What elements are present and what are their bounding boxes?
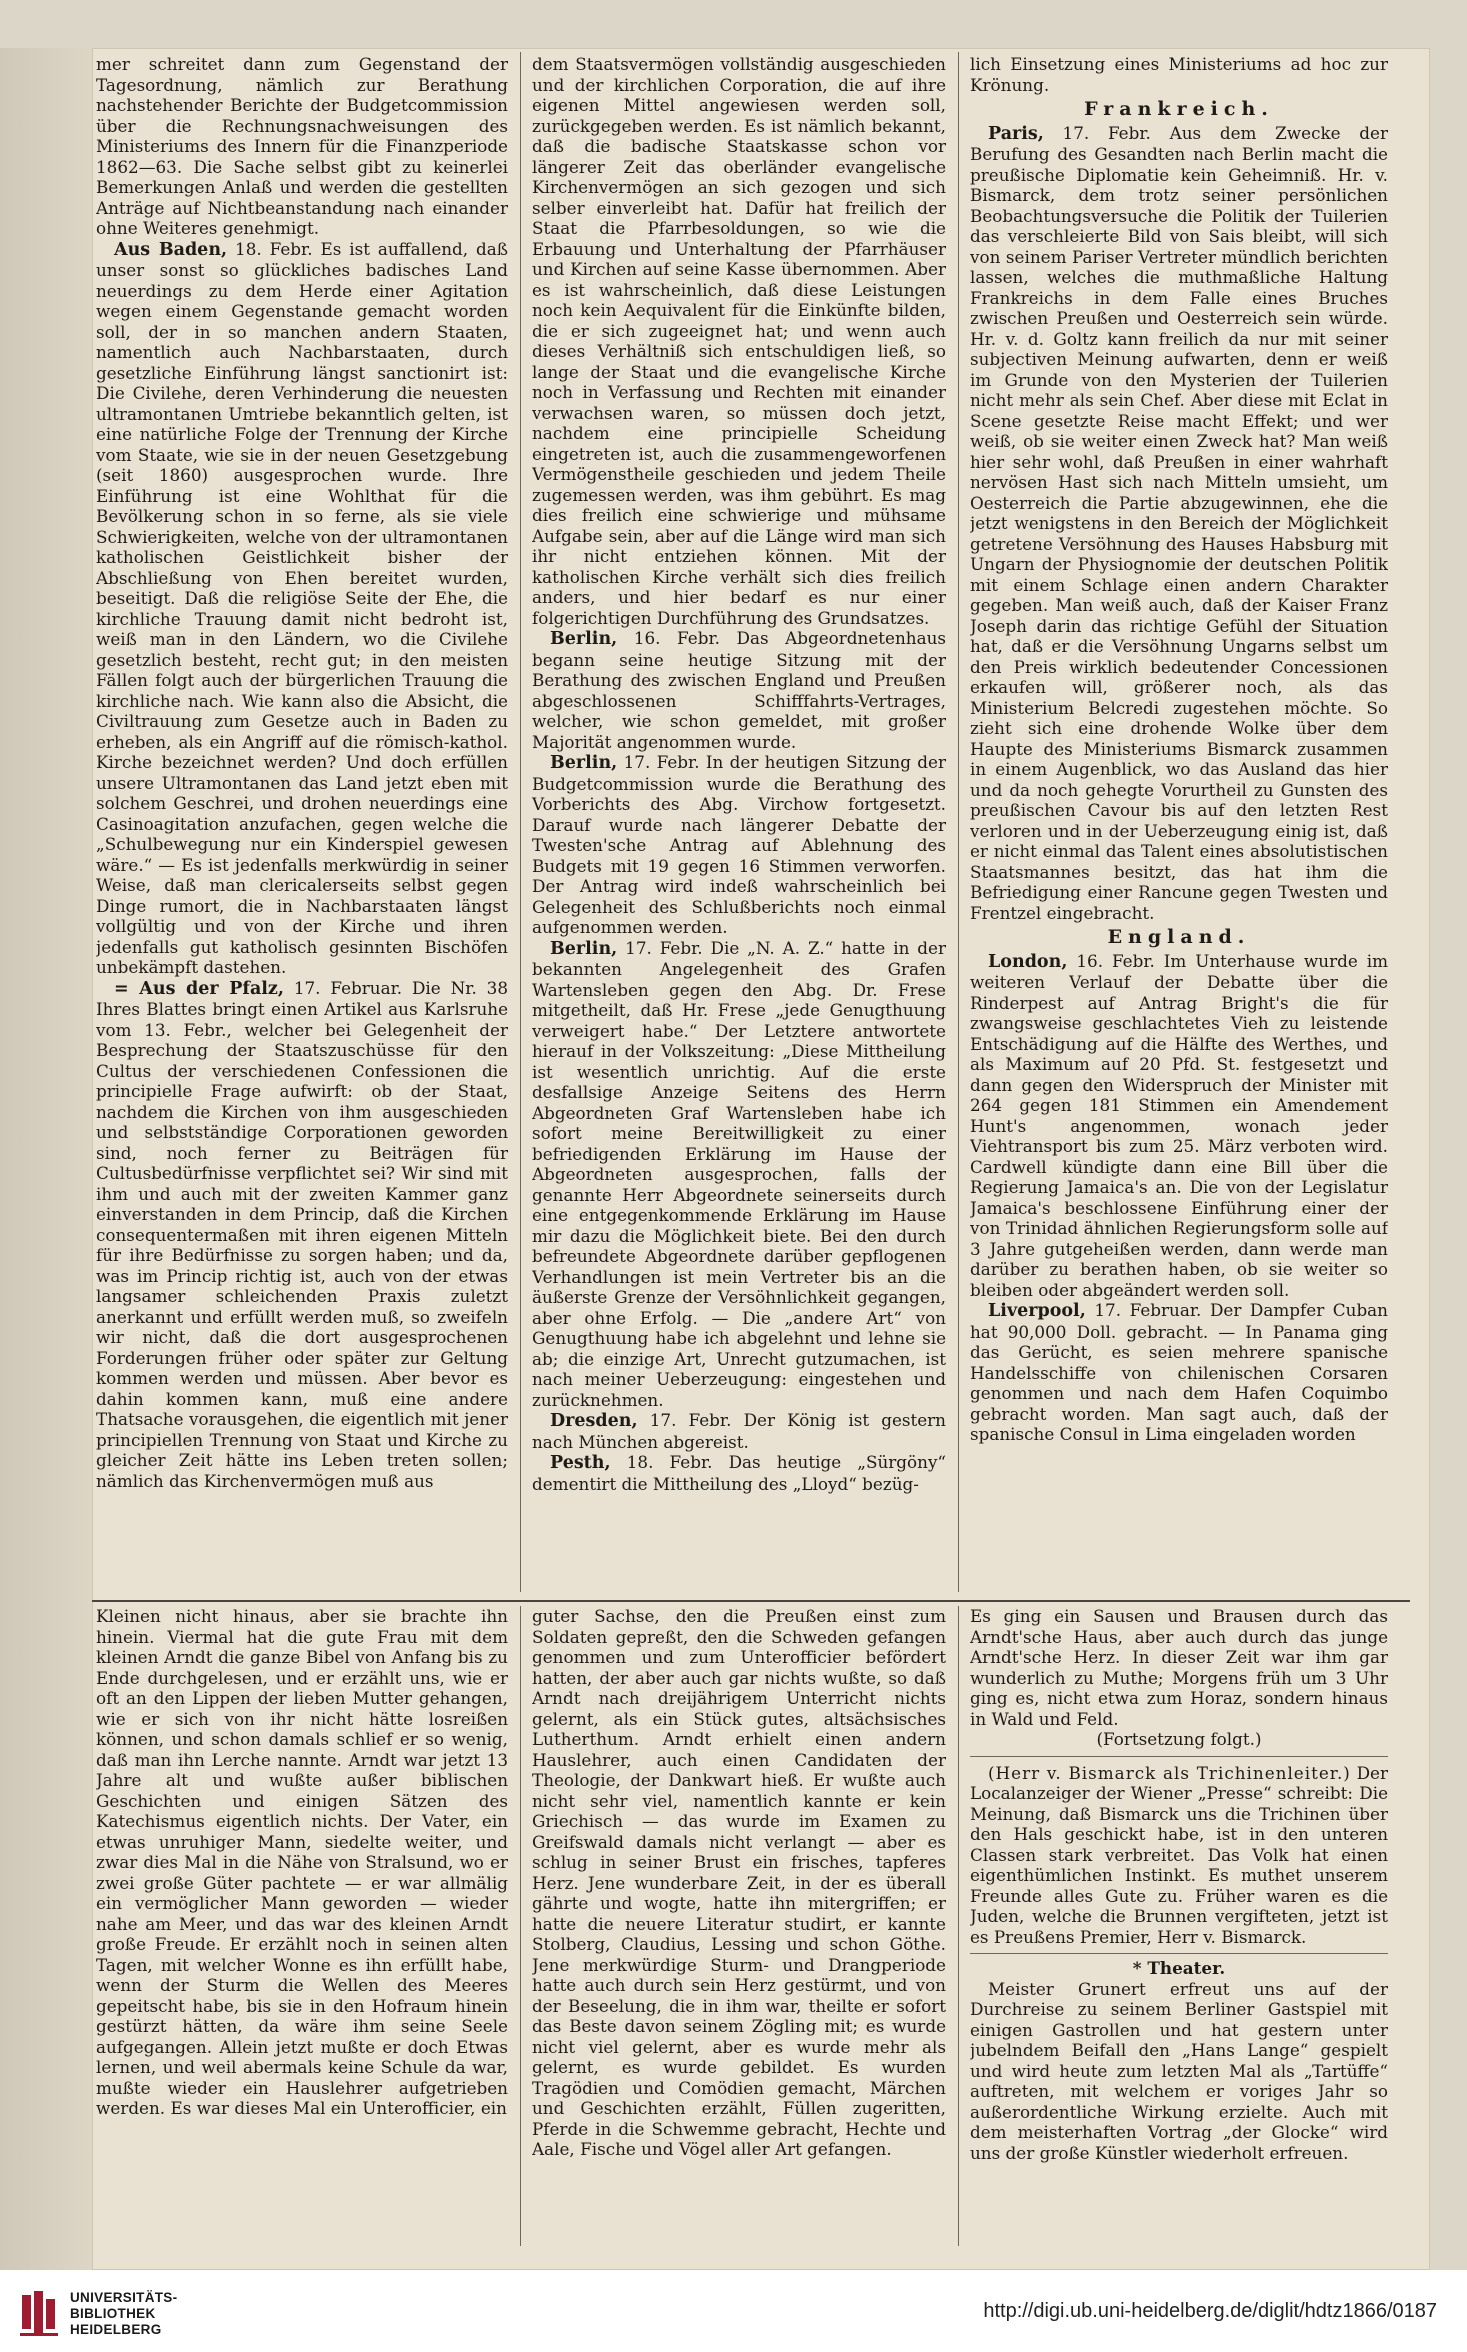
section-heading: England. <box>1107 926 1251 948</box>
library-logo-icon <box>20 2289 60 2337</box>
article-text: 18. Febr. Das heutige „Sürgöny“ dementirt die Mittheilung des „Lloyd“ bezüg- <box>532 1452 946 1494</box>
article-paragraph <box>532 628 946 752</box>
article-text: 17. Februar. Die Nr. 38 Ihres Blattes bringt einen Artikel aus Karlsruhe vom 13. Febr., welcher bei Gelegenheit der Besprechung der Staatszuschüsse für den Cultus der verschiedenen Confessionen die principielle Frage aufwirft: ob der Staat, nachdem die Kirchen von ihm ausgeschieden und selbstständige Corporationen geworden sind, noch ferner zu Beiträgen für Cultusbedürfnisse verpflichtet sei? Wir sind mit ihm und auch mit der zweiten Kammer ganz einverstanden in dem Princip, daß die Kirchen consequentermaßen mit ihren eigenen Mitteln für ihre Bedürfnisse zu sorgen haben; und da, was im Princip richtig ist, auch von der etwas langsamer schleichenden Praxis zuletzt anerkannt und erfüllt werden muß, so zweifeln wir nicht, daß die dort ausgesprochenen Forderungen früher oder später zur Geltung kommen werden und müssen. Aber bevor es dahin kommen kann, muß eine andere Thatsache vorausgehen, die eigentlich mit jener principiellen Trennung von Staat und Kirche zu gleicher Zeit hätte ins Leben treten sollen; nämlich das Kirchenvermögen muß aus <box>96 977 508 1491</box>
article-text: 17. Februar. Der Dampfer Cuban hat 90,000 Doll. gebracht. — In Panama ging das Gerücht, es seien mehrere spanische Handelsschiffe von chilenischen Corsaren genommen und nach dem Hafen Coquimbo gebracht worden. Man sagt auch, daß der spanische Consul in Lima eingeladen worden <box>970 1300 1388 1444</box>
column-rule <box>958 1606 959 2246</box>
article-paragraph <box>970 54 1388 95</box>
scan-margin <box>0 48 92 2270</box>
article-text: mer schreitet dann zum Gegenstand der Tagesordnung, nämlich zur Berathung nachstehender Berichte der Budgetcommission über die Rechnungsnachweisungen des Ministeriums des Innern für die Finanzperiode 1862—63. Die Sache selbst gibt zu keinerlei Bemerkungen Anlaß und werden die gestellten Anträge auf Nichtbeanstandung nach einander ohne Weiteres genehmigt. <box>96 54 508 238</box>
column-2 <box>532 54 946 1592</box>
dateline-place: Berlin, <box>550 938 618 959</box>
article-divider <box>970 1756 1388 1757</box>
dateline-place: Dresden, <box>550 1411 638 1431</box>
library-name-line: HEIDELBERG <box>70 2322 162 2337</box>
source-url-link[interactable]: http://digi.ub.uni-heidelberg.de/diglit/hdtz1866/0187 <box>983 2300 1437 2322</box>
feuilleton-text: Kleinen nicht hinaus, aber sie brachte ihn hinein. Viermal hat die gute Frau mit dem kleinen Arndt die ganze Bibel von Anfang bis zu Ende durchgelesen, und er erzählt uns, wie er oft an den Lippen der lieben Mutter gehangen, wie er sich von ihr nicht hätte losreißen können, und schon damals schlief er so wenig, daß man ihn Lerche nannte. Arndt war jetzt 13 Jahre alt und wußte außer biblischen Geschichten und einigen Sätzen des Katechismus eigentlich nichts. Der Vater, ein etwas unruhiger Mann, siedelte weiter, und zwar dies Mal in die Nähe von Stralsund, wo er zwei große Güter pachtete — er war allmälig ein vermöglicher Mann geworden — wieder nahe am Meer, und das war des kleinen Arndt große Freude. Er erzählt noch in seinen alten Tagen, mit welcher Wonne es ihn erfüllt habe, wenn der Sturm die Wellen des Meeres gepeitscht habe, bis sie in den Hofraum hinein gestürzt hätten, da wäre ihm seine Seele aufgegangen. Allein jetzt mußte er doch Etwas lernen, und weil abermals keine Schule da war, mußte wieder ein Hauslehrer aufgetrieben werden. Es war dieses Mal ein Unterofficier, ein <box>96 1606 508 2118</box>
continuation-note: (Fortsetzung folgt.) <box>1096 1729 1262 1749</box>
library-name-line: BIBLIOTHEK <box>70 2306 156 2321</box>
library-name-line: UNIVERSITÄTS- <box>70 2290 178 2305</box>
article-paragraph <box>532 1410 946 1452</box>
dateline-place: Pesth, <box>550 1453 611 1473</box>
article-text: Der Localanzeiger der Wiener „Presse“ schreibt: Die Meinung, daß Bismarck uns die Trichinen über den Hals geschickt habe, ist in den unteren Classen stark verbreitet. Das Volk hat einen eigenthümlichen Instinkt. Es muthet unserem Freunde alles Gute zu. Früher waren es die Juden, welche die Brunnen vergifteten, jetzt ist es Preußens Premier, Herr v. Bismarck. <box>970 1762 1388 1947</box>
column-3 <box>970 54 1388 1592</box>
dateline-place: = Aus der Pfalz, <box>114 978 284 999</box>
column-1 <box>96 54 508 1592</box>
article-text: Meister Grunert erfreut uns auf der Durchreise zu seinem Berliner Gastspiel mit einigen Gastrollen und hat gestern unter jubelndem Beifall den „Hans Lange“ gespielt und wird heute zum letzten Mal als „Tartüffe“ auftreten, mit welchem er voriges Jahr so außerordentliche Wirkung erzielte. Auch mit dem meisterhaften Vortrag „der Glocke“ wird uns der große Künstler wiederholt erfreuen. <box>970 1978 1388 2163</box>
article-text: 17. Febr. In der heutigen Sitzung der Budgetcommission wurde die Berathung des Vorberichts des Abg. Virchow fortgesetzt. Darauf wurde nach längerer Debatte der Twesten'sche Antrag auf Ablehnung des Budgets mit 19 gegen 16 Stimmen verworfen. Der Antrag wird indeß wahrscheinlich bei Gelegenheit des Schlußberichts noch einmal aufgenommen werden. <box>532 752 946 937</box>
column-rule <box>958 52 959 1592</box>
article-text: 17. Febr. Aus dem Zwecke der Berufung des Gesandten nach Berlin macht die preußische Diplomatie kein Geheimniß. Hr. v. Bismarck, dem trotz seiner persönlichen Beobachtungsversuche die Politik der Tuilerien das verschleierte Bild von Sais bleibt, will sich von seinem Pariser Vertreter mündlich berichten lassen, welches die muthmaßliche Haltung Frankreichs in dem Falle eines Bruches zwischen Preußen und Oesterreich sein würde. Hr. v. d. Goltz kann freilich da nur mit seiner subjectiven Meinung aufwarten, denn er weiß im Grunde von den Mysterien der Tuilerien nicht mehr als sein Chef. Aber diese mit Eclat in Scene gesetzte Reise macht Effekt; und wer weiß, ob sie weiter einen Zweck hat? Man weiß hier sehr wohl, daß Preußen in einer wahrhaft nervösen Hast sich nach Mitteln umsieht, um Oesterreich die Partie abzugewinnen, ehe die jetzt wenigstens in den Bereich der Möglichkeit getretene Versöhnung des Hauses Habsburg mit Ungarn der Physiognomie der deutschen Politik mit einem Schlage einen andern Charakter gegeben. Man weiß auch, daß der Kaiser Franz Joseph darin das richtige Gefühl der Situation hat, daß er die Versöhnung Ungarns selbst um den Preis wirklich bedeutender Concessionen erkaufen will, größerer noch, als das Ministerium Belcredi zugestehen möchte. So zieht sich eine drohende Wolke über dem Haupte des Ministeriums Bismarck zusammen in einem Augenblick, wo das Ausland das hier und da noch gehegte Vorurtheil zu Gunsten des preußischen Cavour bis auf den letzten Rest verloren und in der Ueberzeugung einig ist, daß er nicht einmal das Talent eines absolutistischen Staatsmannes besitzt, das hat ihm die Befriedigung einer Rancune gegen Twesten und Frentzel eingebracht. <box>970 122 1388 923</box>
library-name <box>70 2290 177 2338</box>
dateline-place: Aus Baden, <box>114 239 228 260</box>
article-heading: (Herr v. Bismarck als Trichinenleiter.) <box>988 1762 1351 1783</box>
article-paragraph <box>532 752 946 938</box>
article-paragraph <box>532 54 946 628</box>
dateline-place: Liverpool, <box>988 1301 1086 1321</box>
article-text: 16. Febr. Das Abgeordnetenhaus begann seine heutige Sitzung mit der Berathung des zwischen England und Preußen abgeschlossenen Schifffahrts-Vertrages, welcher, wie schon gemeldet, mit großer Majorität angenommen wurde. <box>532 628 946 752</box>
article-paragraph <box>970 951 1388 1301</box>
section-heading-theater: * Theater. <box>1132 1958 1226 1978</box>
dateline-place: Paris, <box>988 123 1044 144</box>
feuilleton-column-2 <box>532 1606 946 2246</box>
feuilleton-text: Es ging ein Sausen und Brausen durch das Arndt'sche Haus, aber auch durch das junge Arndt'sche Herz. In dieser Zeit war ihm gar wunderlich zu Muthe; Morgens früh um 3 Uhr ging es, nicht etwa zum Horaz, sondern hinaus in Wald und Feld. <box>970 1606 1388 1729</box>
article-text: 16. Febr. Im Unterhause wurde im weiteren Verlauf der Debatte über die Rinderpest auf Antrag Bright's die für zwangsweise geschlachtetes Vieh zu leistende Entschädigung auf die Hälfte des Werthes, und als Maximum auf 20 Pfd. St. festgesetzt und dann gegen den Widerspruch der Minister mit 264 gegen 181 Stimmen ein Amendement Hunt's angenommen, wonach jeder Viehtransport bis zum 25. März verboten wird. Cardwell kündigte dann eine Bill über die Regierung Jamaica's an. Die von der Legislatur Jamaica's beschlossene Einführung einer der von Trinidad ähnlichen Regierungsform solle auf 3 Jahre gutgeheißen werden, dann werde man darüber zu berathen haben, ob sie weiter so bleiben oder abgeändert werden soll. <box>970 950 1388 1300</box>
feuilleton-column-3 <box>970 1606 1388 2246</box>
article-text: 17. Febr. Der König ist gestern nach München abgereist. <box>532 1410 946 1452</box>
footer-bar <box>0 2270 1467 2352</box>
article-text: dem Staatsvermögen vollständig ausgeschieden und der kirchlichen Corporation, die auf ihre eigenen Mittel angewiesen werden soll, zurückgegeben werden. Es ist nämlich bekannt, daß die badische Staatskasse schon vor längerer Zeit das oberländer evangelische Kirchenvermögen an sich gezogen und sich selber einverleibt hat. Dafür hat freilich der Staat die Pfarrbesoldungen, so wie die Erbauung und Unterhaltung der Pfarrhäuser und Kirchen auf seine Kasse übernommen. Aber es ist wahrscheinlich, daß diese Leistungen noch kein Aequivalent für die Einkünfte bilden, die er sich zugeeignet hat; und wenn auch dieses Verhältniß sich entschuldigen ließ, so lange der Staat und die evangelische Kirche noch in Verfassung und Rechten mit einander verwachsen waren, so müssen doch jetzt, nachdem eine principielle Scheidung eingetreten ist, auch die zusammengeworfenen Vermögenstheile geschieden und jedem Theile zugemessen werden, was ihm gebührt. Es mag dies freilich eine schwierige und mühsame Aufgabe sein, aber auf die Länge wird man sich ihr nicht entziehen können. Mit der katholischen Kirche verhält sich dies freilich anders, und hier bedarf es nur einer folgerichtigen Durchführung des Grundsatzes. <box>532 54 946 628</box>
article-paragraph <box>970 123 1388 924</box>
article-text: lich Einsetzung eines Ministeriums ad hoc zur Krönung. <box>970 54 1388 95</box>
article-divider <box>970 1953 1388 1954</box>
article-paragraph <box>532 1452 946 1494</box>
article-text: 17. Febr. Die „N. A. Z.“ hatte in der bekannten Angelegenheit des Grafen Wartensleben gegen den Abg. Dr. Frese mitgetheilt, daß Hr. Frese „jede Genugthuung verweigert habe.“ Der Letztere antwortete hierauf in der Volkszeitung: „Diese Mittheilung ist wesentlich unrichtig. Auf die erste desfallsige Anzeige Seitens des Herrn Abgeordneten Graf Wartensleben habe ich sofort meine Bereitwilligkeit zu einer befriedigenden Erklärung im Hause der Abgeordneten ausgesprochen, falls der genannte Herr Abgeordnete seinerseits durch eine entgegenkommende Erklärung im Hause mir dazu die Möglichkeit biete. Bei den durch befreundete Abgeordnete darüber gepflogenen Verhandlungen ist mein Vertreter bis an die äußerste Grenze der Versöhnlichkeit gegangen, aber ohne Erfolg. — Die „andere Art“ von Genugthuung habe ich abgelehnt und lehne sie ab; die einzige Art, Unrecht gutzumachen, ist nach meiner Ueberzeugung: eingestehen und zurücknehmen. <box>532 937 946 1410</box>
dateline-place: Berlin, <box>550 629 618 649</box>
article-paragraph <box>970 1300 1388 1445</box>
article-paragraph <box>532 938 946 1411</box>
feuilleton-separator <box>92 1600 1410 1602</box>
dateline-place: Berlin, <box>550 753 618 773</box>
column-rule <box>520 52 521 1592</box>
article-paragraph <box>96 978 508 1492</box>
newspaper-page <box>92 48 1430 2270</box>
feuilleton-column-1 <box>96 1606 508 2246</box>
section-heading: Frankreich. <box>1084 98 1274 120</box>
article-text: 18. Febr. Es ist auffallend, daß unser sonst so glückliches badisches Land neuerdings zu dem Herde einer Agitation wegen einem Gegenstande gemacht worden soll, der in so manchen andern Staaten, namentlich auch Nachbarstaaten, durch gesetzliche Einführung längst sanctionirt ist: Die Civilehe, deren Verhinderung die neuesten ultramontanen Umtriebe bekanntlich gelten, ist eine natürliche Folge der Trennung der Kirche vom Staate, wie sie in der neuen Gesetzgebung (seit 1860) ausgesprochen wurde. Ihre Einführung ist eine Wohlthat für die Bevölkerung schon in so ferne, als sie viele Schwierigkeiten, welche von der ultramontanen katholischen Geistlichkeit bisher der Abschließung von Ehen bereitet wurden, beseitigt. Daß die religiöse Seite der Ehe, die kirchliche Trauung damit nicht bedroht ist, weiß man in den Ländern, wo die Civilehe gesetzlich besteht, recht gut; in den meisten Fällen folgt auch der bürgerlichen Trauung die kirchliche nach. Wie kann also die Absicht, die Civiltrauung zum Gesetze auch in Baden zu erheben, als ein Angriff auf die römisch-kathol. Kirche bezeichnet werden? Und doch erfüllen unsere Ultramontanen das Land jetzt eben mit solchem Geschrei, und drohen neuerdings eine Casinoagitation anzufachen, gegen welche die „Schulbewegung nur ein Kinderspiel gewesen wäre.“ — Es ist jedenfalls merkwürdig in seiner Weise, daß man clericalerseits selbst gegen Dinge rumort, die in Nachbarstaaten längst vollgültig und von der Kirche und ihren jedenfalls gut katholisch gesinnten Bischöfen unbekämpft dastehen. <box>96 238 508 977</box>
column-rule <box>520 1606 521 2246</box>
feuilleton-text: guter Sachse, den die Preußen einst zum Soldaten gepreßt, den die Schweden gefangen genommen und zum Unterofficier befördert hatten, der aber auch gar nichts wußte, so daß Arndt nach dreijährigem Unterricht nichts gelernt, als ein Stück gutes, altsächsisches Lutherthum. Arndt erhielt einen andern Hauslehrer, auch einen Candidaten der Theologie, der Dankwart hieß. Er wußte auch nicht sehr viel, namentlich kannte er kein Griechisch — das wurde im Examen zu Greifswald damals nicht verlangt — aber es schlug in seiner Brust ein frisches, tapferes Herz. Jene wunderbare Zeit, in der es überall gährte und wogte, hatte ihn mitergriffen; er hatte die neuere Literatur studirt, er kannte Stolberg, Claudius, Lessing und schon Göthe. Jene merkwürdige Sturm- und Drangperiode hatte auch durch sein Herz gestürmt, und von der Beseelung, die in ihm war, theilte er sofort das Beste davon seinem Zögling mit; es wurde nicht viel gelernt, aber es wurde mehr als gelernt, es wurde gebildet. Es wurden Tragödien und Comödien gemacht, Märchen und Geschichten erzählt, Füllen zugeritten, Pferde in die Schwemme gebracht, Hechte und Aale, Fische und Vögel aller Art gefangen. <box>532 1606 946 2159</box>
dateline-place: London, <box>988 951 1068 972</box>
article-paragraph <box>96 54 508 239</box>
article-paragraph <box>96 239 508 978</box>
